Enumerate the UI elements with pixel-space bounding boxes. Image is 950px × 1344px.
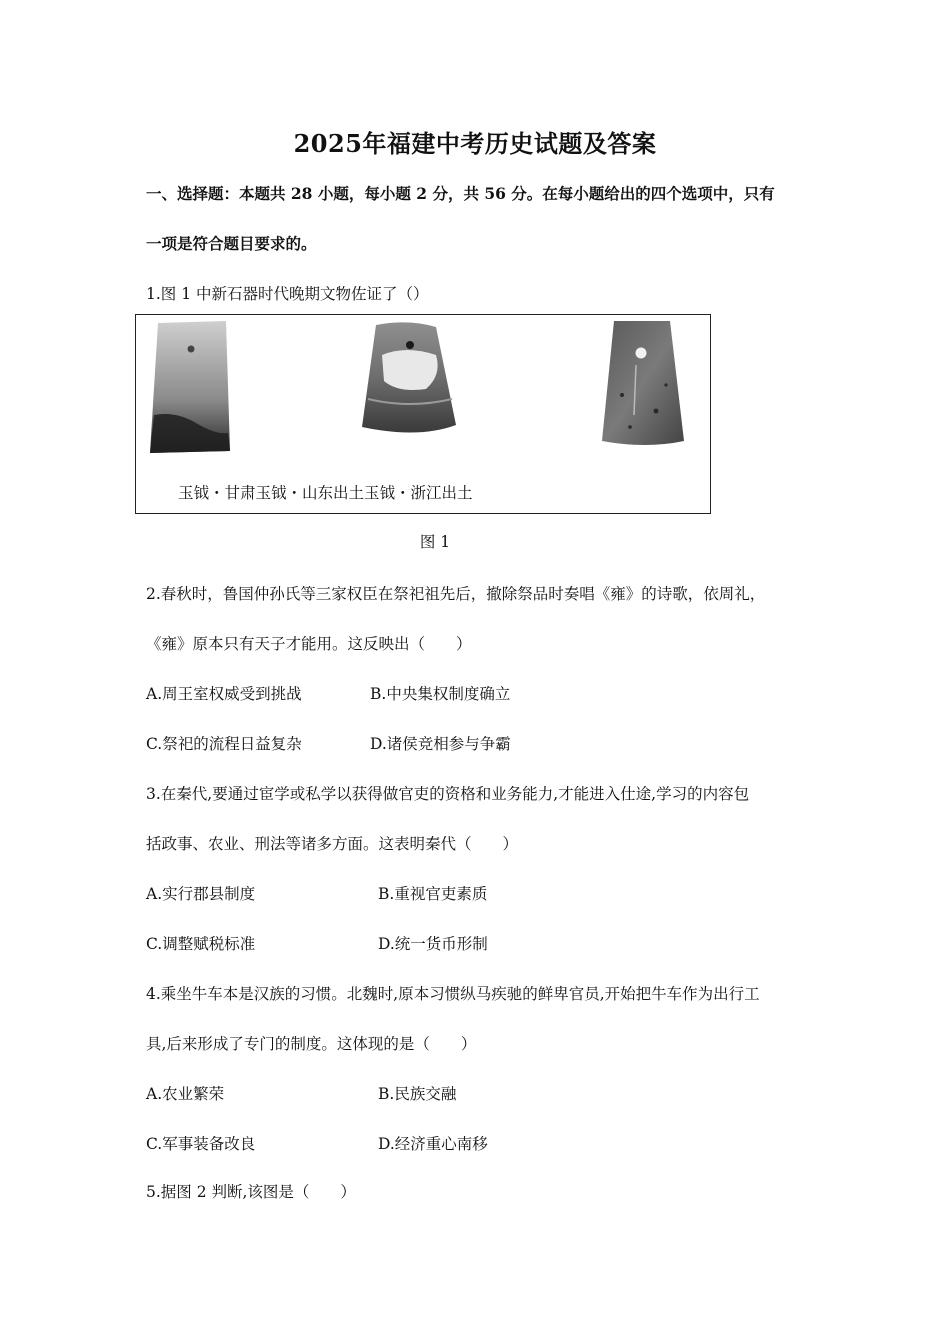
question-3-stem-line-2: 括政事、农业、刑法等诸多方面。这表明秦代（ ） bbox=[146, 835, 519, 853]
figure-1-label: 图 1 bbox=[419, 533, 451, 551]
question-5-stem: 5.据图 2 判断,该图是（ ） bbox=[146, 1183, 356, 1201]
question-4-option-b[interactable]: B.民族交融 bbox=[378, 1085, 457, 1103]
jade-yue-gansu-image bbox=[150, 321, 230, 453]
question-2-option-a[interactable]: A.周王室权威受到挑战 bbox=[146, 685, 302, 703]
jade-yue-zhejiang-image bbox=[602, 321, 684, 445]
question-3-option-b[interactable]: B.重视官吏素质 bbox=[378, 885, 488, 903]
question-2-option-d[interactable]: D.诸侯竞相参与争霸 bbox=[370, 735, 511, 753]
question-2-option-b[interactable]: B.中央集权制度确立 bbox=[370, 685, 511, 703]
question-4-option-c[interactable]: C.军事装备改良 bbox=[146, 1135, 256, 1153]
question-3-option-c[interactable]: C.调整赋税标准 bbox=[146, 935, 256, 953]
question-3-stem-line-1: 3.在秦代,要通过宦学或私学以获得做官吏的资格和业务能力,才能进入仕途,学习的内容包 bbox=[146, 785, 750, 803]
question-4-stem-line-1: 4.乘坐牛车本是汉族的习惯。北魏时,原本习惯纵马疾驰的鲜卑官员,开始把牛车作为出行工 bbox=[146, 985, 760, 1003]
page-title: 2025年福建中考历史试题及答案 bbox=[293, 129, 657, 158]
section-instruction-line-1: 一、选择题：本题共 28 小题，每小题 2 分，共 56 分。在每小题给出的四个选项中，只有 bbox=[146, 184, 775, 203]
figure-1-caption: 玉钺・甘肃玉钺・山东出土玉钺・浙江出土 bbox=[178, 484, 473, 502]
question-3-option-d[interactable]: D.统一货币形制 bbox=[378, 935, 488, 953]
question-2-stem-line-1: 2.春秋时，鲁国仲孙氏等三家权臣在祭祀祖先后，撤除祭品时奏唱《雍》的诗歌，依周礼， bbox=[146, 585, 766, 603]
question-4-option-d[interactable]: D.经济重心南移 bbox=[378, 1135, 488, 1153]
question-4-option-a[interactable]: A.农业繁荣 bbox=[146, 1085, 225, 1103]
question-3-option-a[interactable]: A.实行郡县制度 bbox=[146, 885, 256, 903]
figure-1-box bbox=[135, 314, 711, 514]
question-4-stem-line-2: 具,后来形成了专门的制度。这体现的是（ ） bbox=[146, 1035, 477, 1053]
section-instruction-line-2: 一项是符合题目要求的。 bbox=[146, 234, 317, 253]
jade-yue-shandong-image bbox=[362, 322, 456, 432]
question-2-stem-line-2: 《雍》原本只有天子才能用。这反映出（ ） bbox=[146, 635, 472, 653]
question-1-stem: 1.图 1 中新石器时代晚期文物佐证了（） bbox=[146, 285, 429, 303]
question-2-option-c[interactable]: C.祭祀的流程日益复杂 bbox=[146, 735, 302, 753]
